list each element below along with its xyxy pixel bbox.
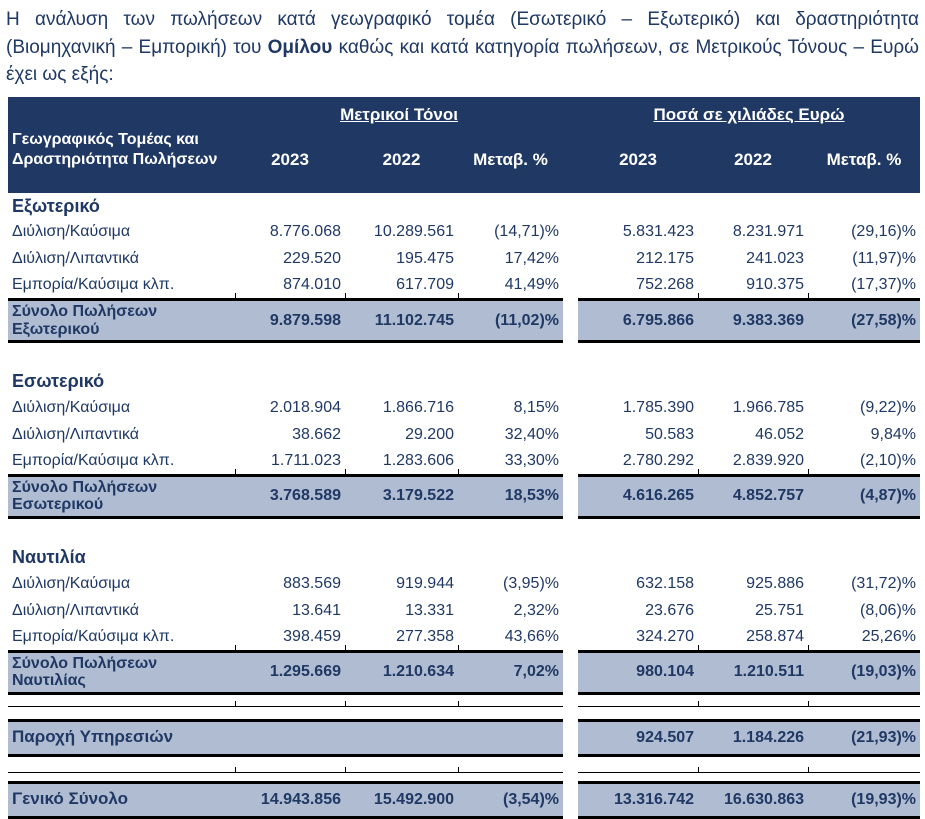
divider-cell: [578, 755, 698, 772]
cell-mt-2022: 1.866.716: [382, 398, 454, 416]
cell-eur-2023: 632.158: [636, 574, 695, 592]
cell-mt-change: (14,71)%: [494, 223, 560, 241]
group-header-thousand-euros-label: Ποσά σε χιλιάδες Ευρώ: [653, 104, 845, 124]
cell-eur-2023: 5.831.423: [622, 223, 695, 241]
services-row: [8, 720, 920, 755]
table-row: [8, 219, 920, 246]
column-gap: [563, 219, 578, 246]
row-label: Διύλιση/Λιπαντικά: [12, 601, 139, 619]
cell-eur-2022: 1.966.785: [732, 398, 805, 416]
column-gap: [563, 475, 578, 517]
column-gap: [563, 720, 578, 755]
divider-cell: [698, 693, 808, 706]
divider-cell: [345, 755, 458, 772]
col-header-mt-2022: 2022: [345, 127, 458, 193]
divider-cell: [235, 693, 345, 706]
cell-mt-2022: [345, 720, 458, 755]
divider-cell: [578, 693, 698, 706]
subtotal-row-esoteriko: [8, 475, 920, 517]
divider-row: [8, 693, 920, 706]
cell-mt-change: (11,02)%: [458, 300, 563, 342]
cell-mt-change: 7,02%: [458, 651, 563, 693]
cell-mt-2022: 617.709: [345, 273, 458, 300]
subtotal-row-exoteriko: [8, 300, 920, 342]
table-row: [8, 246, 920, 273]
row-label: Διύλιση/Λιπαντικά: [12, 250, 139, 268]
row-label: Διύλιση/Λιπαντικά: [12, 425, 139, 443]
spacer-row: [8, 706, 920, 720]
divider-cell: [698, 755, 808, 772]
cell-eur-change: (17,37)%: [808, 273, 920, 300]
col-header-eur-2023: 2023: [578, 127, 698, 193]
cell-mt-change: (3,54)%: [458, 782, 563, 817]
spacer-row: [8, 772, 920, 782]
spacer-cell: [8, 706, 920, 720]
cell-mt-2023: 229.520: [283, 250, 341, 268]
cell-mt-2022: 15.492.900: [345, 782, 458, 817]
services-label: Παροχή Υπηρεσιών: [8, 720, 235, 755]
col-header-mt-change: Μεταβ. %: [458, 127, 563, 193]
cell-eur-2023: 50.583: [645, 425, 695, 443]
cell-mt-change: 33,30%: [458, 448, 563, 475]
cell-mt-2023: 2.018.904: [269, 398, 341, 416]
section-title: Ναυτιλία: [12, 547, 86, 568]
column-gap: [563, 300, 578, 342]
table-row: [8, 394, 920, 421]
cell-mt-2022: 10.289.561: [373, 223, 454, 241]
cell-eur-change: (9,22)%: [859, 398, 917, 416]
cell-eur-2022: 1.210.511: [698, 651, 808, 693]
col-header-mt-2023: 2023: [235, 127, 345, 193]
cell-mt-2023: 8.776.068: [269, 223, 341, 241]
section-title-row-esoteriko: [8, 342, 920, 395]
divider-cell: [8, 693, 235, 706]
cell-mt-2023: 9.879.598: [235, 300, 345, 342]
cell-eur-change: (11,97)%: [852, 250, 917, 268]
cell-mt-2022: 277.358: [345, 624, 458, 651]
cell-mt-change: 41,49%: [458, 273, 563, 300]
column-gap: [563, 570, 578, 597]
table-row: [8, 570, 920, 597]
column-gap: [563, 693, 578, 706]
col-header-eur-change: Μεταβ. %: [808, 127, 920, 193]
cell-mt-change: 8,15%: [513, 398, 560, 416]
cell-eur-2022: 8.231.971: [732, 223, 805, 241]
row-label: Διύλιση/Καύσιμα: [12, 574, 131, 592]
cell-eur-change: (31,72)%: [851, 574, 917, 592]
table-row: [8, 597, 920, 624]
cell-mt-change: 18,53%: [458, 475, 563, 517]
cell-eur-2022: 2.839.920: [698, 448, 808, 475]
section-title: Εξωτερικό: [12, 195, 100, 216]
divider-cell: [808, 755, 920, 772]
row-label: Διύλιση/Καύσιμα: [12, 398, 131, 416]
divider-row: [8, 755, 920, 772]
cell-eur-2023: 13.316.742: [578, 782, 698, 817]
divider-cell: [345, 693, 458, 706]
group-header-thousand-euros: [578, 97, 920, 127]
cell-mt-2023: 398.459: [235, 624, 345, 651]
table-row: [8, 624, 920, 651]
cell-mt-change: 2,32%: [513, 601, 560, 619]
column-gap: [563, 394, 578, 421]
cell-mt-2022: 1.283.606: [345, 448, 458, 475]
cell-eur-2023: 924.507: [578, 720, 698, 755]
header-gap: [563, 97, 578, 127]
cell-eur-2023: 2.780.292: [622, 452, 695, 470]
row-label: Διύλιση/Καύσιμα: [12, 223, 131, 241]
section-title-row-naftilia: [8, 518, 920, 571]
section-title: Εσωτερικό: [12, 371, 105, 392]
subtotal-label: Σύνολο Πωλήσεων Εσωτερικού: [8, 475, 235, 517]
cell-mt-2023: 1.295.669: [235, 651, 345, 693]
cell-mt-change: 43,66%: [458, 624, 563, 651]
cell-eur-change: (21,93)%: [808, 720, 920, 755]
column-gap: [563, 782, 578, 817]
cell-eur-2022: 925.886: [746, 574, 805, 592]
column-gap: [563, 273, 578, 300]
divider-cell: [808, 693, 920, 706]
cell-eur-change: (27,58)%: [808, 300, 920, 342]
cell-eur-2023: 980.104: [578, 651, 698, 693]
cell-eur-2023: 1.785.390: [622, 398, 695, 416]
axis-header: Γεωγραφικός Τομέας και Δραστηριότητα Πωλήσεων: [8, 127, 235, 193]
cell-eur-change: (4,87)%: [808, 475, 920, 517]
section-title-row-exoteriko: [8, 193, 920, 219]
cell-eur-2022: 241.023: [746, 250, 805, 268]
col-header-eur-2022: 2022: [698, 127, 808, 193]
grand-total-label: Γενικό Σύνολο: [8, 782, 235, 817]
column-gap: [563, 448, 578, 475]
cell-eur-change: (29,16)%: [851, 223, 917, 241]
divider-cell: [458, 693, 563, 706]
column-gap: [563, 597, 578, 624]
divider-cell: [235, 755, 345, 772]
subtotal-row-naftilia: [8, 651, 920, 693]
cell-eur-2022: 16.630.863: [698, 782, 808, 817]
table-header-group-row: [8, 97, 920, 127]
cell-mt-change: 17,42%: [504, 250, 560, 268]
grand-total-row: [8, 782, 920, 817]
cell-mt-2023: 1.711.023: [235, 448, 345, 475]
table-row: [8, 421, 920, 448]
column-gap: [563, 651, 578, 693]
cell-eur-change: (19,93)%: [808, 782, 920, 817]
cell-mt-2023: 874.010: [235, 273, 345, 300]
subtotal-label: Σύνολο Πωλήσεων Ναυτιλίας: [8, 651, 235, 693]
cell-mt-2023: 3.768.589: [235, 475, 345, 517]
cell-eur-change: (19,03)%: [808, 651, 920, 693]
table-row: [8, 448, 920, 475]
column-gap: [563, 421, 578, 448]
cell-mt-2022: 13.331: [405, 601, 454, 619]
header-gap: [563, 127, 578, 193]
cell-eur-2022: 910.375: [698, 273, 808, 300]
cell-mt-change: (3,95)%: [502, 574, 560, 592]
cell-mt-2022: 11.102.745: [345, 300, 458, 342]
table-row: [8, 273, 920, 300]
cell-mt-change: [458, 720, 563, 755]
divider-cell: [458, 755, 563, 772]
intro-paragraph: [6, 6, 919, 89]
intro-bold-group-name: Ομίλου: [267, 36, 333, 58]
row-label: Εμπορία/Καύσιμα κλπ.: [12, 276, 175, 294]
spacer-cell: [8, 772, 920, 782]
cell-eur-2022: 46.052: [755, 425, 805, 443]
cell-eur-change: 25,26%: [808, 624, 920, 651]
cell-mt-2023: 14.943.856: [235, 782, 345, 817]
cell-eur-2023: 23.676: [645, 601, 695, 619]
cell-eur-2022: 9.383.369: [698, 300, 808, 342]
group-header-metric-tons-label: Μετρικοί Τόνοι: [340, 104, 458, 124]
intro-text-2: καθώς και κατά κατηγορία πωλήσεων, σε Μετρικούς Τόνους – Ευρώ έχει ως εξής:: [6, 36, 919, 86]
cell-mt-2023: [235, 720, 345, 755]
cell-mt-2023: 38.662: [292, 425, 341, 443]
cell-eur-2022: 25.751: [755, 601, 805, 619]
column-gap: [563, 624, 578, 651]
cell-mt-2022: 1.210.634: [345, 651, 458, 693]
cell-eur-2022: 258.874: [698, 624, 808, 651]
cell-eur-change: 9,84%: [870, 425, 917, 443]
cell-mt-2022: 29.200: [405, 425, 454, 443]
intro-text-1: Η ανάλυση των πωλήσεων κατά γεωγραφικό τομέα (Εσωτερικό – Εξωτερικό) και δραστηριότητα (Βιομηχανική – Εμπορική) του: [6, 9, 919, 58]
group-header-metric-tons: [235, 97, 563, 127]
column-gap: [563, 246, 578, 273]
table-header-column-row: [8, 127, 920, 193]
divider-cell: [8, 755, 235, 772]
sales-analysis-table: [8, 97, 920, 819]
cell-eur-2023: 4.616.265: [578, 475, 698, 517]
cell-mt-2022: 195.475: [396, 250, 454, 268]
column-gap: [563, 755, 578, 772]
cell-eur-2022: 4.852.757: [698, 475, 808, 517]
cell-eur-change: (2,10)%: [808, 448, 920, 475]
cell-mt-2022: 919.944: [396, 574, 454, 592]
cell-eur-change: (8,06)%: [859, 601, 917, 619]
subtotal-label: Σύνολο Πωλήσεων Εξωτερικού: [8, 300, 235, 342]
cell-eur-2022: 1.184.226: [698, 720, 808, 755]
cell-eur-2023: 324.270: [636, 627, 695, 645]
row-label: Εμπορία/Καύσιμα κλπ.: [12, 452, 175, 470]
header-corner: [8, 97, 235, 127]
cell-eur-2023: 752.268: [636, 276, 695, 294]
cell-mt-change: 32,40%: [504, 425, 560, 443]
cell-mt-2022: 3.179.522: [345, 475, 458, 517]
cell-eur-2023: 212.175: [636, 250, 695, 268]
cell-eur-2023: 6.795.866: [578, 300, 698, 342]
row-label: Εμπορία/Καύσιμα κλπ.: [12, 627, 175, 645]
cell-mt-2023: 883.569: [283, 574, 341, 592]
cell-mt-2023: 13.641: [292, 601, 341, 619]
